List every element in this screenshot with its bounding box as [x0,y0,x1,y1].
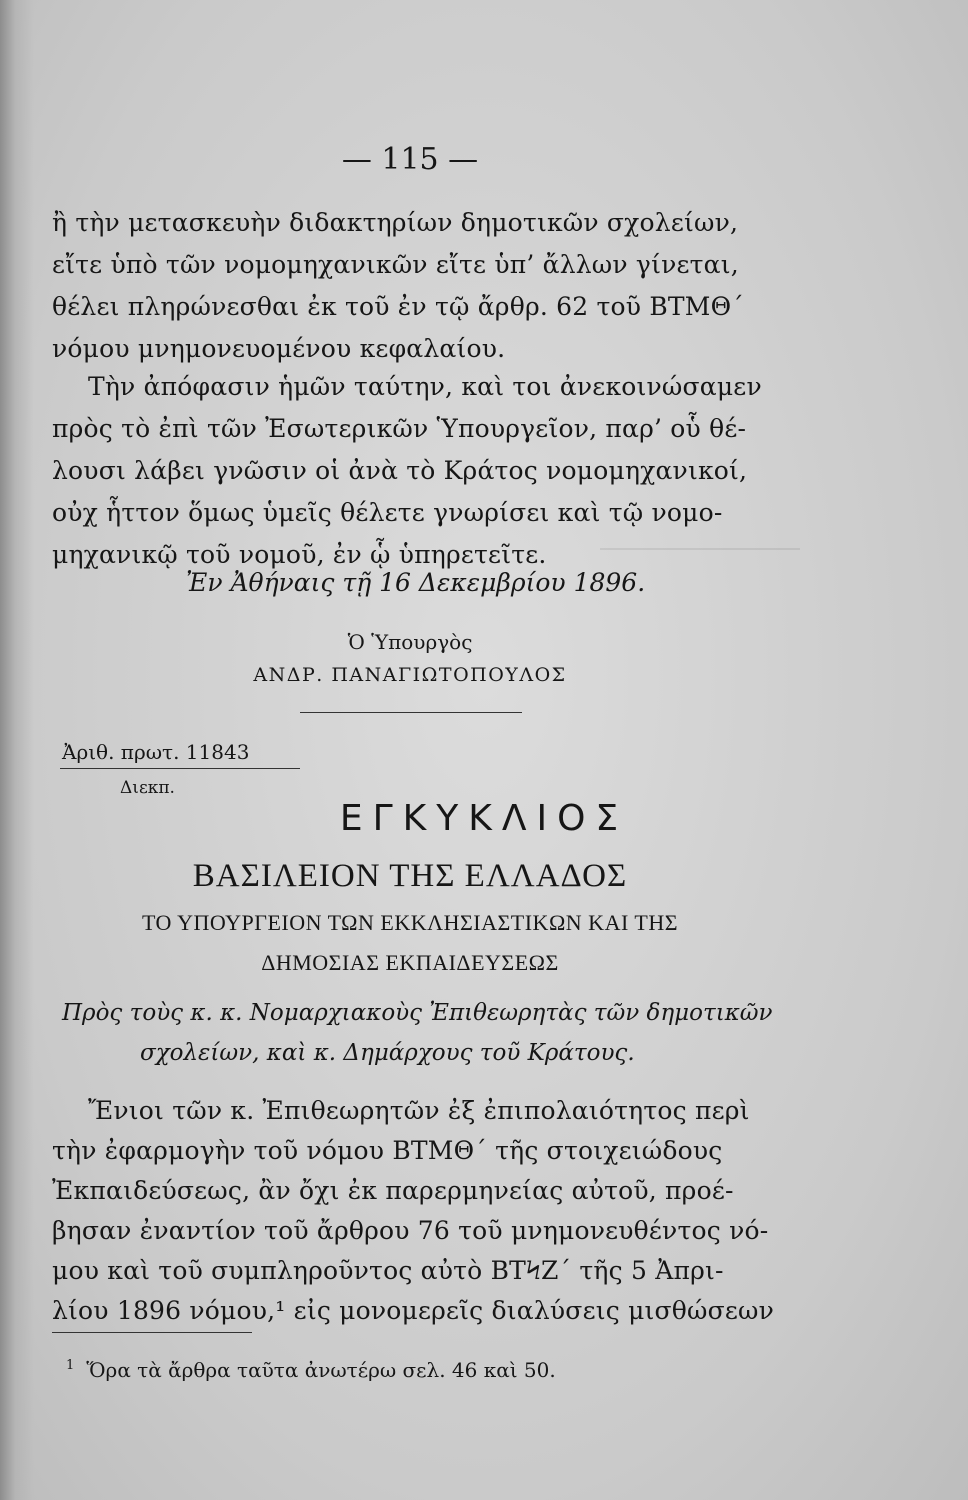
paragraph2-line-4: οὐχ ἧττον ὅμως ὑμεῖς θέλετε γνωρίσει καὶ τῷ νομο- [52,498,723,527]
ministry-heading-line-1: ΤΟ ΥΠΟΥΡΓΕΙΟΝ ΤΩΝ ΕΚΚΛΗΣΙΑΣΤΙΚΩΝ ΚΑΙ ΤΗΣ [141,910,679,935]
directorate-label: Διεκπ. [120,778,175,798]
paragraph1-line-3: θέλει πληρώνεσθαι ἐκ τοῦ ἐν τῷ ἄρθρ. 62 τοῦ ΒΤΜΘ΄ [52,292,744,321]
paragraph3-line-2: τὴν ἐφαρμογὴν τοῦ νόμου ΒΤΜΘ΄ τῆς στοιχειώδους [52,1136,723,1165]
paragraph3-line-6: λίου 1896 νόμου,¹ εἰς μονομερεῖς διαλύσεις μισθώσεων [52,1296,775,1325]
paragraph2-line-5: μηχανικῷ τοῦ νομοῦ, ἐν ᾧ ὑπηρετεῖτε. [52,540,547,569]
protocol-underline [60,768,300,769]
page-number: — 115 — [341,142,479,177]
paragraph3-line-1: Ἔνιοι τῶν κ. Ἐπιθεωρητῶν ἐξ ἐπιπολαιότητος περὶ [88,1096,750,1125]
minister-name: ΑΝΔΡ. ΠΑΝΑΓΙΩΤΟΠΟΥΛΟΣ [253,664,567,686]
protocol-number: Ἀριθ. πρωτ. 11843 [62,740,250,764]
addressee-line-1: Πρὸς τοὺς κ. κ. Νομαρχιακοὺς Ἐπιθεωρητὰς τῶν δημοτικῶν [62,1000,773,1026]
paragraph3-line-4: βησαν ἐναντίον τοῦ ἄρθρου 76 τοῦ μνημονευθέντος νό- [52,1216,769,1245]
paragraph2-line-3: λουσι λάβει γνῶσιν οἱ ἀνὰ τὸ Κράτος νομομηχανικοί, [52,456,748,485]
paragraph1-line-4: νόμου μνημονευομένου κεφαλαίου. [52,334,506,363]
paragraph2-line-2: πρὸς τὸ ἐπὶ τῶν Ἐσωτερικῶν Ὑπουργεῖον, παρ’ οὗ θέ- [52,414,747,443]
paragraph3-line-3: Ἐκπαιδεύσεως, ἂν ὄχι ἐκ παρερμηνείας αὐτοῦ, προέ- [52,1176,734,1205]
addressee-line-2: σχολείων, καὶ κ. Δημάρχους τοῦ Κράτους. [140,1040,635,1066]
minister-title: Ὁ Ὑπουργὸς [347,630,473,654]
signature-rule [300,712,522,713]
paragraph1-line-1: ἢ τὴν μετασκευὴν διδακτηρίων δημοτικῶν σχολείων, [52,208,739,237]
page-edge-shadow [0,0,34,1500]
footnote [66,1358,556,1382]
circular-title: ΕΓΚΥΚΛΙΟΣ [339,798,629,839]
date-line: Ἐν Ἀθήναις τῇ 16 Δεκεμβρίου 1896. [186,568,646,597]
paragraph1-line-2: εἴτε ὑπὸ τῶν νομομηχανικῶν εἴτε ὑπ’ ἄλλων γίνεται, [52,250,739,279]
ministry-heading-line-2: ΔΗΜΟΣΙΑΣ ΕΚΠΑΙΔΕΥΣΕΩΣ [261,950,559,975]
kingdom-heading: ΒΑΣΙΛΕΙΟΝ ΤΗΣ ΕΛΛΑΔΟΣ [192,858,628,894]
paragraph3-line-5: μου καὶ τοῦ συμπληροῦντος αὐτὸ ΒΤϞΖ΄ τῆς 5 Ἀπρι- [52,1256,724,1285]
paragraph2-line-1: Τὴν ἀπόφασιν ἡμῶν ταύτην, καὶ τοι ἀνεκοινώσαμεν [88,372,762,401]
footnote-rule [52,1332,252,1333]
footnote-text: Ὅρα τὰ ἄρθρα ταῦτα ἀνωτέρω σελ. 46 καὶ 50. [86,1358,556,1382]
footnote-marker: 1 [66,1358,75,1374]
